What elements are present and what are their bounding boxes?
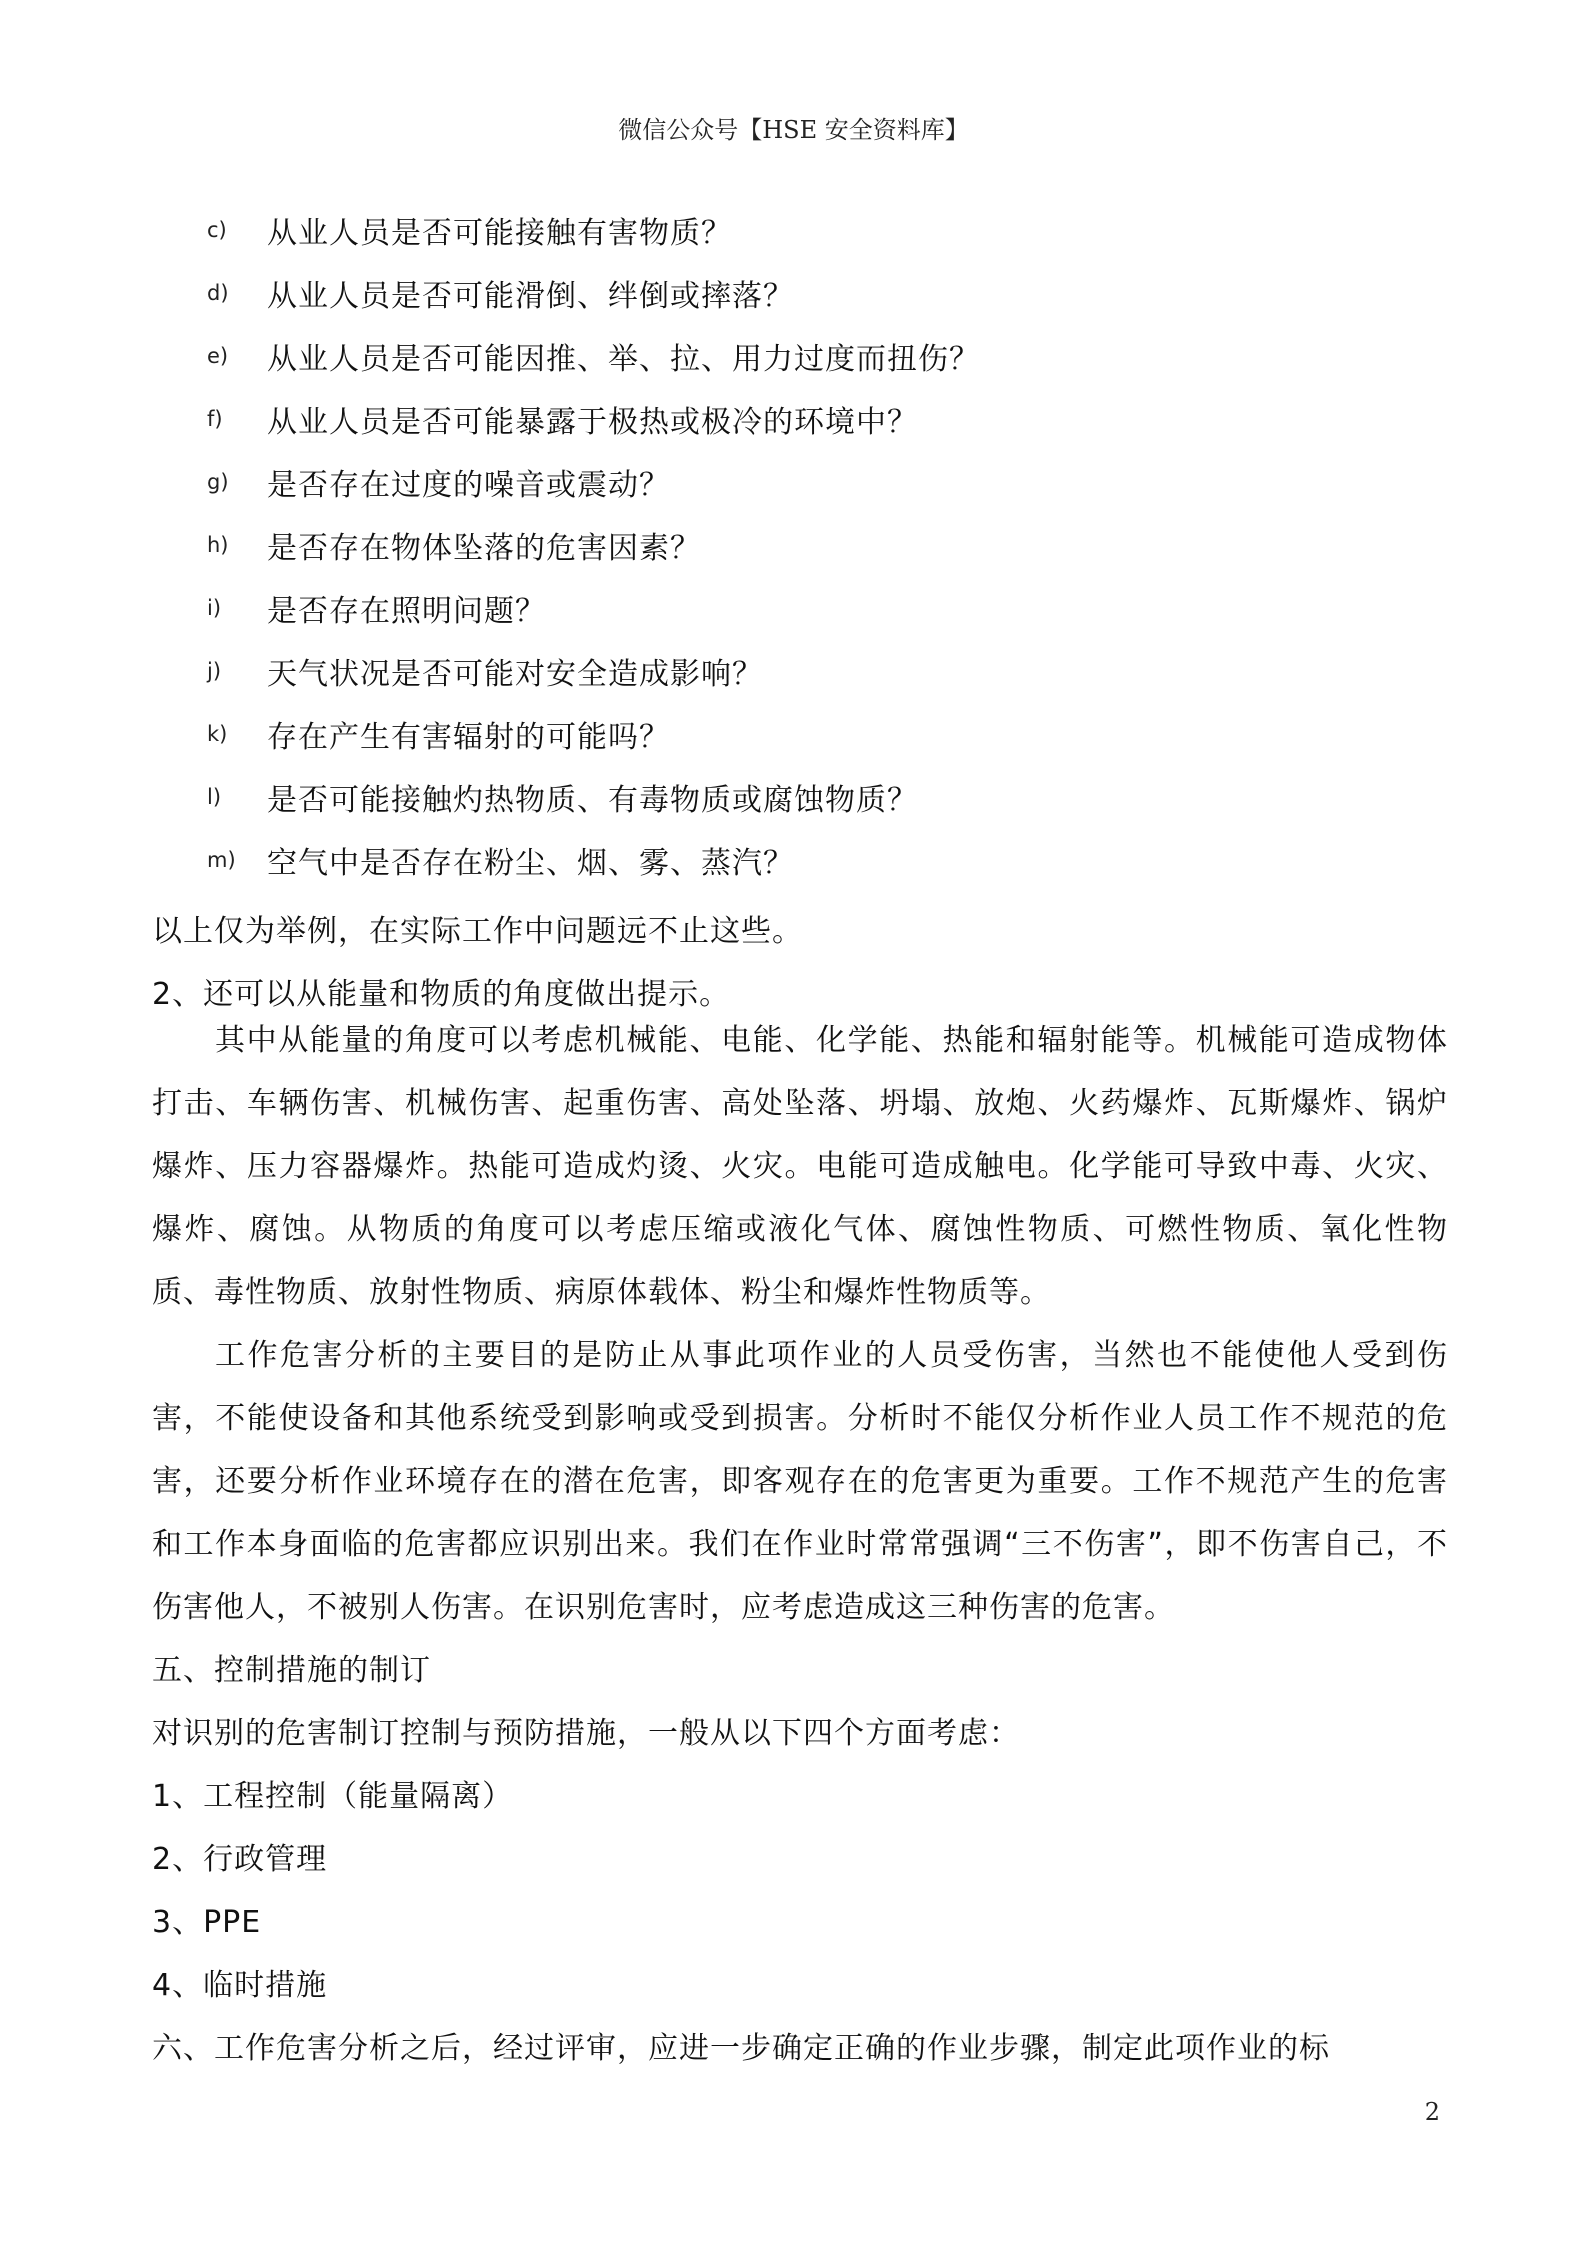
question-item	[207, 450, 980, 513]
question-item	[207, 513, 980, 576]
question-marker: g)	[207, 469, 229, 494]
hazard-question-list	[207, 198, 980, 891]
question-text: 是否可能接触灼热物质、有毒物质或腐蚀物质？	[267, 782, 918, 818]
question-marker: j)	[207, 658, 222, 683]
question-item	[207, 387, 980, 450]
purpose-paragraph: 工作危害分析的主要目的是防止从事此项作业的人员受伤害，当然也不能使他人受到伤害，不能使设备和其他系统受到影响或受到损害。分析时不能仅分析作业人员工作不规范的危害，还要分析作业环境存在的潜在危害，即客观存在的危害更为重要。工作不规范产生的危害和工作本身面临的危害都应识别出来。我们在作业时常常强调“三不伤害”，即不伤害自己，不伤害他人，不被别人伤害。在识别危害时，应考虑造成这三种伤害的危害。	[152, 1338, 1448, 1625]
question-text: 从业人员是否可能接触有害物质？	[267, 215, 732, 251]
section6-paragraph: 六、工作危害分析之后，经过评审，应进一步确定正确的作业步骤，制定此项作业的标	[152, 2031, 1330, 2066]
measure-item-3: 3、PPE	[152, 1905, 262, 1940]
measure-item-4: 4、临时措施	[152, 1968, 328, 2003]
question-item	[207, 702, 980, 765]
measure-item-2: 2、行政管理	[152, 1842, 328, 1877]
question-marker: h)	[207, 532, 229, 557]
question-item	[207, 576, 980, 639]
question-item	[207, 324, 980, 387]
question-text: 从业人员是否可能暴露于极热或极冷的环境中？	[267, 404, 918, 440]
page-number: 2	[1424, 2098, 1440, 2126]
question-text: 空气中是否存在粉尘、烟、雾、蒸汽？	[267, 845, 794, 881]
question-text: 天气状况是否可能对安全造成影响？	[267, 656, 763, 692]
page-header: 微信公众号【HSE 安全资料库】	[618, 116, 969, 144]
question-marker: m)	[207, 847, 236, 872]
measure-item-1: 1、工程控制（能量隔离）	[152, 1779, 514, 1814]
question-marker: l)	[207, 784, 222, 809]
question-text: 是否存在过度的噪音或震动？	[267, 467, 670, 503]
question-item	[207, 765, 980, 828]
question-marker: d)	[207, 280, 229, 305]
question-text: 从业人员是否可能因推、举、拉、用力过度而扭伤？	[267, 341, 980, 377]
hint-2: 2、还可以从能量和物质的角度做出提示。	[152, 977, 731, 1012]
question-text: 是否存在物体坠落的危害因素？	[267, 530, 701, 566]
example-note: 以上仅为举例，在实际工作中问题远不止这些。	[152, 914, 803, 949]
question-item	[207, 198, 980, 261]
question-item	[207, 828, 980, 891]
section5-title: 五、控制措施的制订	[152, 1653, 431, 1688]
section5-intro: 对识别的危害制订控制与预防措施，一般从以下四个方面考虑：	[152, 1716, 1020, 1751]
question-marker: i)	[207, 595, 222, 620]
question-marker: f)	[207, 406, 223, 431]
question-item	[207, 639, 980, 702]
question-marker: k)	[207, 721, 228, 746]
question-text: 存在产生有害辐射的可能吗？	[267, 719, 670, 755]
question-text: 从业人员是否可能滑倒、绊倒或摔落？	[267, 278, 794, 314]
question-marker: c)	[207, 217, 227, 242]
energy-paragraph: 其中从能量的角度可以考虑机械能、电能、化学能、热能和辐射能等。机械能可造成物体打击、车辆伤害、机械伤害、起重伤害、高处坠落、坍塌、放炮、火药爆炸、瓦斯爆炸、锅炉爆炸、压力容器爆炸。热能可造成灼烫、火灾。电能可造成触电。化学能可导致中毒、火灾、爆炸、腐蚀。从物质的角度可以考虑压缩或液化气体、腐蚀性物质、可燃性物质、氧化性物质、毒性物质、放射性物质、病原体载体、粉尘和爆炸性物质等。	[152, 1023, 1448, 1310]
question-item	[207, 261, 980, 324]
question-text: 是否存在照明问题？	[267, 593, 546, 629]
question-marker: e)	[207, 343, 229, 368]
